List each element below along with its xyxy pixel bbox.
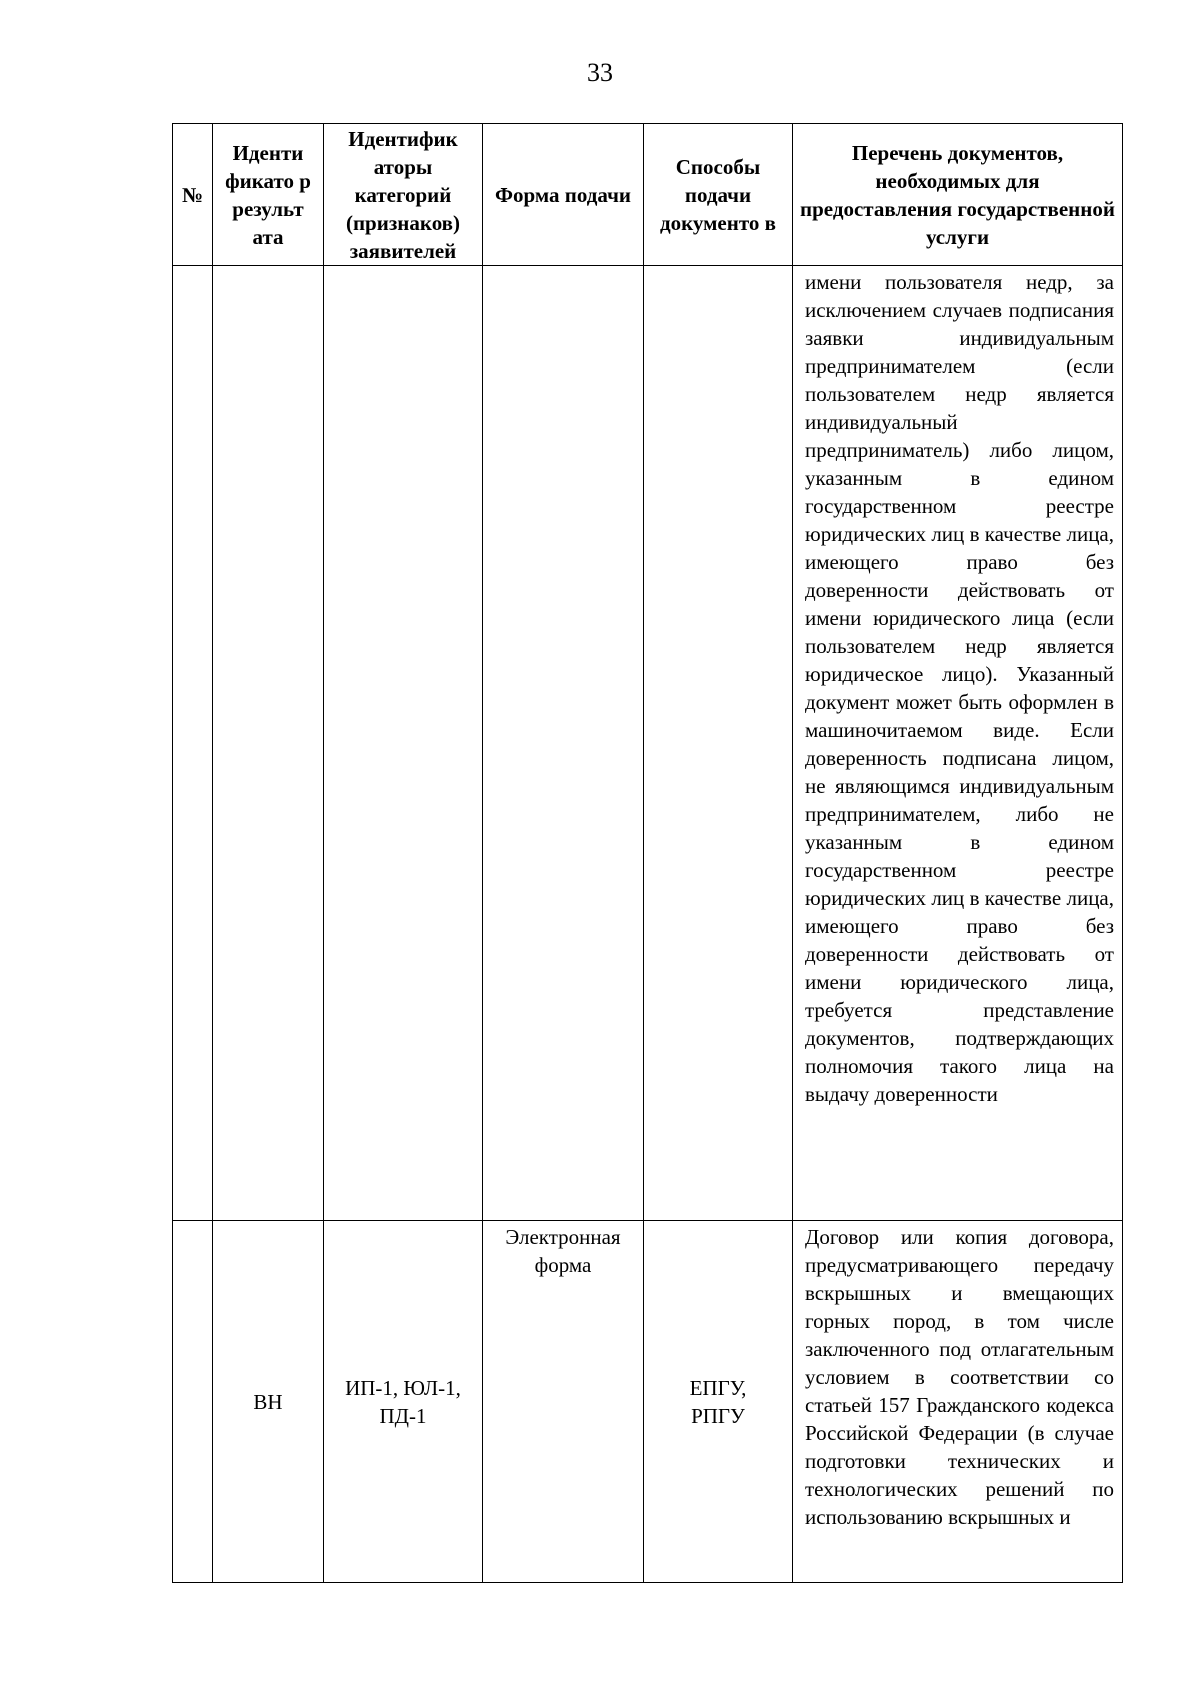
cell-result-id xyxy=(213,1221,324,1583)
form-text: Электронная форма xyxy=(505,1225,621,1277)
documents-text: Договор или копия договора, предусматривающего передачу вскрышных и вмещающих горных пород, в том числе заключенного под отлагательным условием в соответствии со статьей 157 Гражданского кодекса Российской Федерации (в случае подготовки технических и технологических решений по использованию вскрышных и xyxy=(805,1225,1114,1529)
cell-documents xyxy=(793,1221,1123,1583)
cell-category-ids xyxy=(324,266,483,1221)
category-ids-text: ИП-1, ЮЛ-1, ПД-1 xyxy=(345,1375,461,1428)
table-header-row xyxy=(173,124,1123,266)
header-methods: Способы подачи документо в xyxy=(644,124,793,266)
header-num: № xyxy=(173,124,213,266)
header-category-ids: Идентифик аторы категорий (признаков) заявителей xyxy=(324,124,483,266)
page-number: 33 xyxy=(587,58,613,87)
cell-methods xyxy=(644,1221,793,1583)
header-result-id: Иденти фикато р результ ата xyxy=(213,124,324,266)
cell-category-ids xyxy=(324,1221,483,1583)
cell-form xyxy=(483,266,644,1221)
cell-methods xyxy=(644,266,793,1221)
header-documents: Перечень документов, необходимых для предоставления государственной услуги xyxy=(793,124,1123,266)
methods-text: ЕПГУ, РПГУ xyxy=(689,1375,747,1428)
cell-num xyxy=(173,1221,213,1583)
cell-num xyxy=(173,266,213,1221)
cell-documents xyxy=(793,266,1123,1221)
cell-result-id xyxy=(213,266,324,1221)
header-form: Форма подачи xyxy=(483,124,644,266)
table-row xyxy=(173,266,1123,1221)
result-id-text: ВН xyxy=(253,1389,283,1414)
table-row xyxy=(173,1221,1123,1583)
documents-table xyxy=(172,123,1123,1583)
cell-form xyxy=(483,1221,644,1583)
documents-text: имени пользователя недр, за исключением случаев подписания заявки индивидуальным предпринимателем (если пользователем недр является индивидуальный предприниматель) либо лицом, указанным в едином государственном реестре юридических лиц в качестве лица, имеющего право без доверенности действовать от имени юридического лица (если пользователем недр является юридическое лицо). Указанный документ может быть оформлен в машиночитаемом виде. Если доверенность подписана лицом, не являющимся индивидуальным предпринимателем, либо не указанным в едином государственном реестре юридических лиц в качестве лица, имеющего право без доверенности действовать от имени юридического лица, требуется представление документов, подтверждающих полномочия такого лица на выдачу доверенности xyxy=(805,270,1114,1106)
